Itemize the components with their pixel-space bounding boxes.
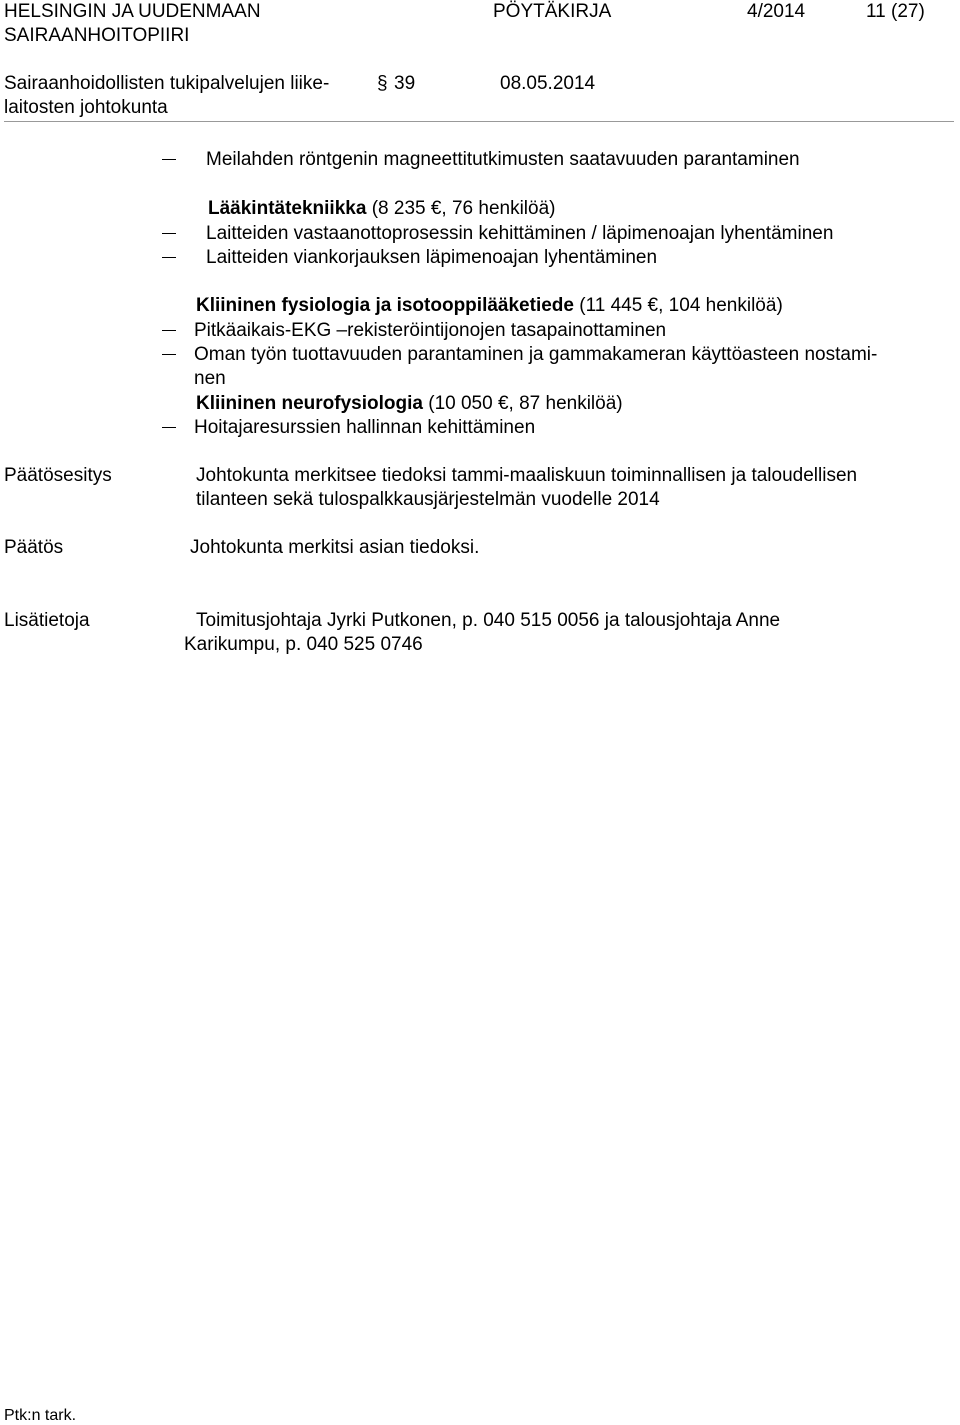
list-item: Pitkäaikais-EKG –rekisteröintijonojen tasapainottaminen [194,320,667,341]
bullet-dash [162,354,176,355]
decision-label: Päätös [4,537,64,558]
unit-heading-detail: (10 050 €, 87 henkilöä) [422,393,623,414]
board-name-line1: Sairaanhoidollisten tukipalvelujen liike- [4,73,330,94]
unit-heading-title: Kliininen neurofysiologia [196,393,423,414]
unit-heading-laakintatekniikka [208,197,556,221]
unit-heading-title: Kliininen fysiologia ja isotooppilääketiede [196,295,574,316]
list-item-continuation: nen [194,368,226,389]
organization-name-line1: HELSINGIN JA UUDENMAAN [4,1,261,22]
proposal-text-line1: Johtokunta merkitsee tiedoksi tammi-maaliskuun toiminnallisen ja taloudellisen [196,465,858,486]
info-text-line2: Karikumpu, p. 040 525 0746 [184,634,423,655]
proposal-text-line2: tilanteen sekä tulospalkkausjärjestelmän vuodelle 2014 [196,489,660,510]
section-number: 39 [394,73,416,94]
list-item: Laitteiden vastaanottoprosessin kehittäminen / läpimenoajan lyhentäminen [206,223,834,244]
bullet-dash [162,427,176,428]
unit-heading-detail: (11 445 €, 104 henkilöä) [573,295,783,316]
unit-heading-kliininen-fysiologia [196,294,783,318]
minutes-check-label: Ptk:n tark. [4,1407,77,1424]
decision-text: Johtokunta merkitsi asian tiedoksi. [190,537,480,558]
info-label: Lisätietoja [4,610,90,631]
list-item: Meilahden röntgenin magneettitutkimusten saatavuuden parantaminen [206,149,800,170]
bullet-dash [162,159,176,160]
meeting-date: 08.05.2014 [500,73,596,94]
bullet-dash [162,233,176,234]
list-item: Oman työn tuottavuuden parantaminen ja gammakameran käyttöasteen nostami- [194,344,878,365]
document-type: PÖYTÄKIRJA [493,1,612,22]
list-item: Laitteiden viankorjauksen läpimenoajan lyhentäminen [206,247,658,268]
organization-name-line2: SAIRAANHOITOPIIRI [4,25,190,46]
bullet-dash [162,257,176,258]
unit-heading-title: Lääkintätekniikka [208,198,367,219]
bullet-dash [162,330,176,331]
board-name-line2: laitosten johtokunta [4,97,168,118]
unit-heading-detail: (8 235 €, 76 henkilöä) [366,198,556,219]
proposal-label: Päätösesitys [4,465,112,486]
info-text-line1: Toimitusjohtaja Jyrki Putkonen, p. 040 515 0056 ja talousjohtaja Anne [196,610,781,631]
header-divider [4,121,954,122]
document-number: 4/2014 [747,1,806,22]
section-symbol: § [377,73,388,94]
unit-heading-neurofysiologia [196,392,623,416]
list-item: Hoitajaresurssien hallinnan kehittäminen [194,417,536,438]
page-number: 11 (27) [866,1,925,22]
